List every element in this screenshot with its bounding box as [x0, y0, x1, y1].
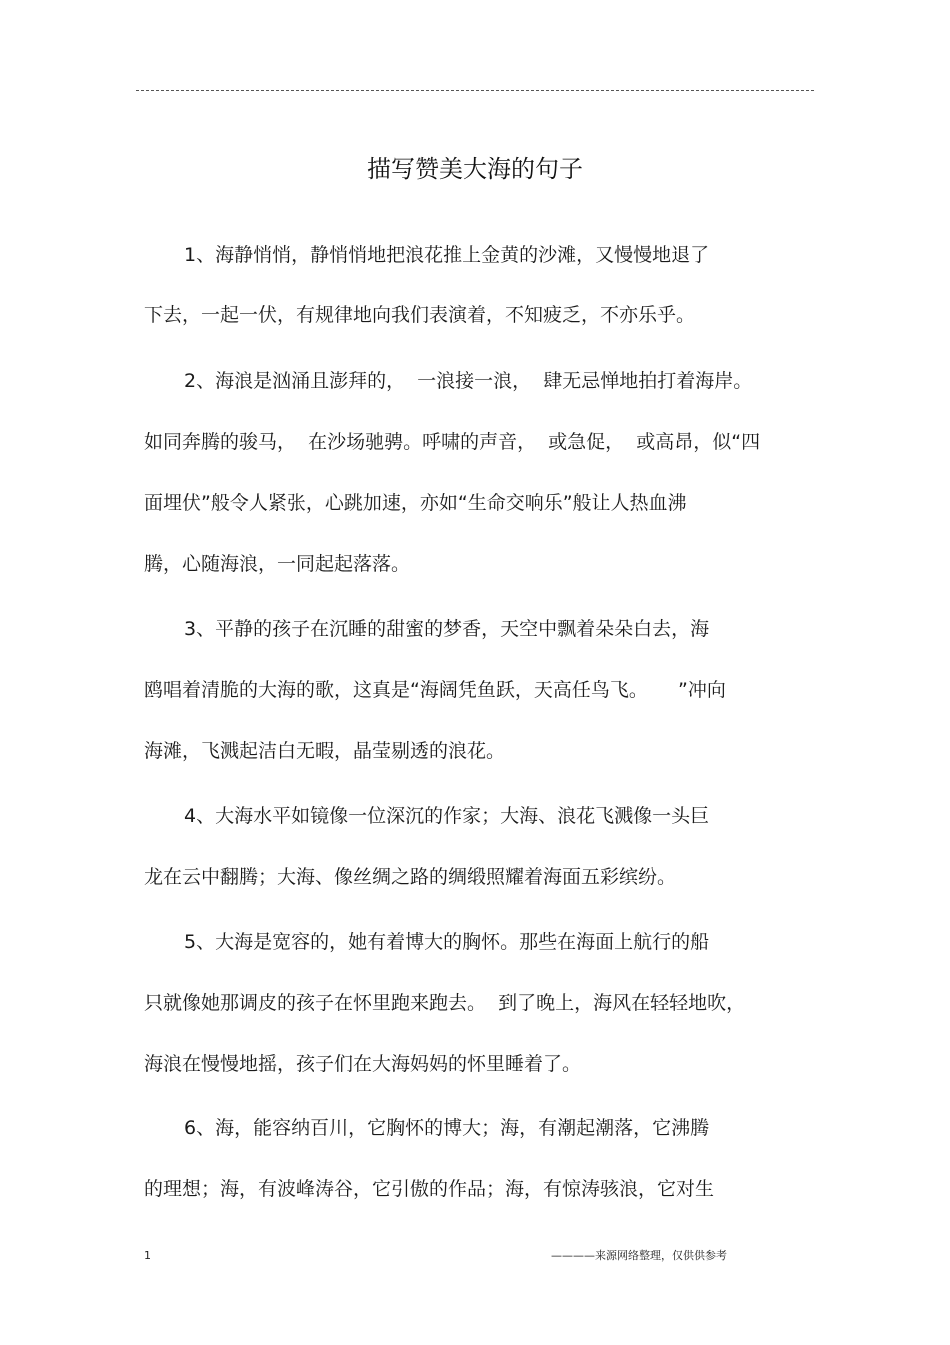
paragraph-line: 如同奔腾的骏马， 在沙场驰骋。呼啸的声音， 或急促， 或高昂，似“四 [144, 431, 761, 453]
paragraph-line: 5、大海是宽容的，她有着博大的胸怀。那些在海面上航行的船 [184, 931, 710, 953]
paragraph-line: 只就像她那调皮的孩子在怀里跑来跑去。 到了晚上，海风在轻轻地吹， [144, 992, 746, 1014]
paragraph-line: 4、大海水平如镜像一位深沉的作家；大海、浪花飞溅像一头巨 [184, 805, 710, 827]
paragraph-line: 2、海浪是汹涌且澎拜的， 一浪接一浪， 肆无忌惮地拍打着海岸。 [184, 370, 753, 392]
paragraph-line: 3、平静的孩子在沉睡的甜蜜的梦香，天空中飘着朵朵白去，海 [184, 618, 710, 640]
source-note: ————来源网络整理，仅供供参考 [551, 1249, 727, 1262]
paragraph-line: 1、海静悄悄，静悄悄地把浪花推上金黄的沙滩，又慢慢地退了 [184, 244, 710, 266]
paragraph-line: 腾，心随海浪，一同起起落落。 [144, 553, 411, 575]
page-number: 1 [144, 1249, 151, 1262]
paragraph-line: 海浪在慢慢地摇，孩子们在大海妈妈的怀里睡着了。 [144, 1053, 582, 1075]
paragraph-line: 海滩，飞溅起洁白无暇，晶莹剔透的浪花。 [144, 740, 506, 762]
paragraph-line: 下去，一起一伏，有规律地向我们表演着，不知疲乏，不亦乐乎。 [144, 304, 696, 326]
paragraph-line: 龙在云中翻腾；大海、像丝绸之路的绸缎照耀着海面五彩缤纷。 [144, 866, 677, 888]
paragraph-line: 的理想；海，有波峰涛谷，它引傲的作品；海，有惊涛骇浪，它对生 [144, 1178, 715, 1200]
header-dashed-rule [136, 90, 814, 91]
document-title: 描写赞美大海的句子 [367, 155, 583, 183]
paragraph-line: 6、海，能容纳百川，它胸怀的博大；海，有潮起潮落，它沸腾 [184, 1117, 710, 1139]
paragraph-line: 面埋伏”般令人紧张，心跳加速，亦如“生命交响乐”般让人热血沸 [144, 492, 687, 514]
paragraph-line: 鸥唱着清脆的大海的歌，这真是“海阔凭鱼跃，天高任鸟飞。 ”冲向 [144, 679, 726, 701]
